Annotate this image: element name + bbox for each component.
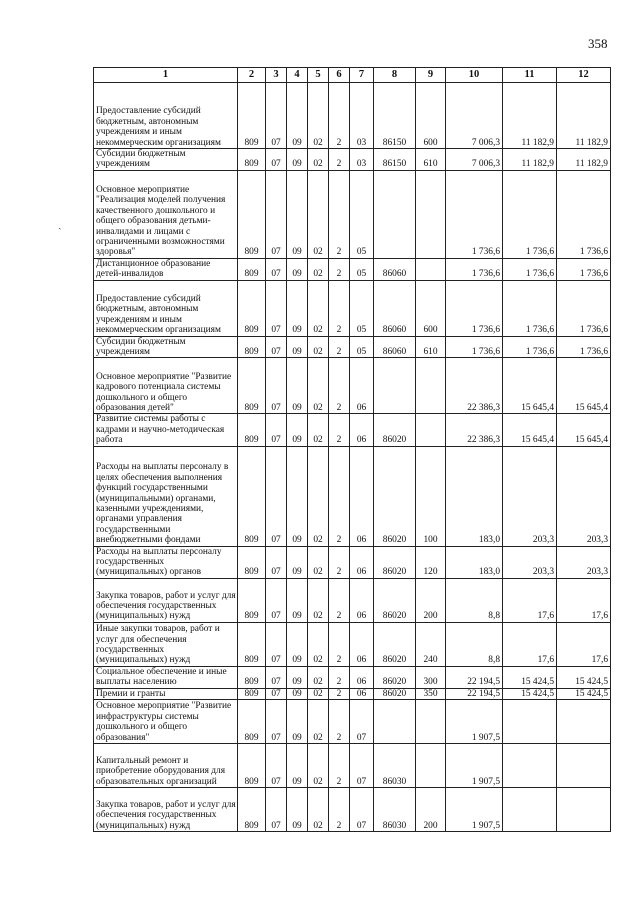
cell-code-section: 07 bbox=[266, 149, 287, 171]
cell-code-subprogram: 2 bbox=[329, 258, 350, 280]
cell-amount-year-3: 17,6 bbox=[557, 578, 611, 622]
table-row bbox=[94, 170, 611, 258]
column-header-3: 3 bbox=[266, 68, 287, 83]
cell-code-event: 06 bbox=[350, 546, 374, 578]
cell-code-program: 02 bbox=[308, 83, 329, 149]
cell-code-ministry: 809 bbox=[238, 83, 266, 149]
cell-code-subsection: 09 bbox=[287, 280, 308, 336]
cell-code-ministry: 809 bbox=[238, 336, 266, 358]
cell-code-ministry: 809 bbox=[238, 358, 266, 414]
cell-code-expense-type: 350 bbox=[416, 688, 446, 699]
cell-code-expense-type bbox=[416, 744, 446, 788]
cell-amount-year-1: 183,0 bbox=[446, 446, 503, 546]
cell-code-event: 07 bbox=[350, 744, 374, 788]
cell-name: Субсидии бюджетным учреждениям bbox=[94, 149, 238, 171]
cell-amount-year-2: 15 424,5 bbox=[503, 666, 557, 688]
cell-code-section: 07 bbox=[266, 700, 287, 744]
cell-code-ministry: 809 bbox=[238, 546, 266, 578]
column-header-10: 10 bbox=[446, 68, 503, 83]
cell-amount-year-2: 1 736,6 bbox=[503, 280, 557, 336]
cell-name: Капитальный ремонт и приобретение оборудования для образовательных организаций bbox=[94, 744, 238, 788]
cell-code-direction bbox=[374, 170, 416, 258]
cell-code-program: 02 bbox=[308, 688, 329, 699]
cell-name: Закупка товаров, работ и услуг для обеспечения государственных (муниципальных) нужд bbox=[94, 578, 238, 622]
table-row bbox=[94, 446, 611, 546]
cell-code-ministry: 809 bbox=[238, 149, 266, 171]
cell-code-subprogram: 2 bbox=[329, 358, 350, 414]
cell-code-subsection: 09 bbox=[287, 414, 308, 446]
cell-code-subprogram: 2 bbox=[329, 788, 350, 832]
cell-amount-year-3 bbox=[557, 744, 611, 788]
cell-amount-year-1: 1 907,5 bbox=[446, 788, 503, 832]
cell-code-subsection: 09 bbox=[287, 336, 308, 358]
cell-code-event: 03 bbox=[350, 83, 374, 149]
cell-amount-year-2: 203,3 bbox=[503, 546, 557, 578]
table-row bbox=[94, 149, 611, 171]
cell-code-section: 07 bbox=[266, 358, 287, 414]
cell-code-direction: 86020 bbox=[374, 578, 416, 622]
cell-name: Закупка товаров, работ и услуг для обеспечения государственных (муниципальных) нужд bbox=[94, 788, 238, 832]
cell-code-event: 06 bbox=[350, 358, 374, 414]
cell-code-ministry: 809 bbox=[238, 700, 266, 744]
cell-code-event: 06 bbox=[350, 666, 374, 688]
cell-code-subsection: 09 bbox=[287, 446, 308, 546]
cell-amount-year-2 bbox=[503, 700, 557, 744]
cell-code-expense-type bbox=[416, 258, 446, 280]
cell-code-section: 07 bbox=[266, 258, 287, 280]
cell-code-direction: 86150 bbox=[374, 149, 416, 171]
cell-code-subsection: 09 bbox=[287, 666, 308, 688]
cell-code-program: 02 bbox=[308, 744, 329, 788]
cell-code-subsection: 09 bbox=[287, 788, 308, 832]
cell-code-direction bbox=[374, 358, 416, 414]
cell-amount-year-3: 11 182,9 bbox=[557, 149, 611, 171]
cell-code-program: 02 bbox=[308, 622, 329, 666]
cell-code-direction: 86030 bbox=[374, 788, 416, 832]
cell-code-expense-type: 120 bbox=[416, 546, 446, 578]
cell-amount-year-2: 1 736,6 bbox=[503, 258, 557, 280]
cell-code-ministry: 809 bbox=[238, 414, 266, 446]
cell-amount-year-3: 203,3 bbox=[557, 546, 611, 578]
cell-code-program: 02 bbox=[308, 788, 329, 832]
cell-code-program: 02 bbox=[308, 666, 329, 688]
cell-code-direction: 86060 bbox=[374, 336, 416, 358]
cell-code-ministry: 809 bbox=[238, 258, 266, 280]
cell-amount-year-3: 15 424,5 bbox=[557, 688, 611, 699]
cell-amount-year-2: 17,6 bbox=[503, 622, 557, 666]
cell-code-event: 03 bbox=[350, 149, 374, 171]
cell-code-ministry: 809 bbox=[238, 446, 266, 546]
cell-code-expense-type: 300 bbox=[416, 666, 446, 688]
cell-amount-year-1: 22 386,3 bbox=[446, 358, 503, 414]
cell-amount-year-2: 1 736,6 bbox=[503, 170, 557, 258]
cell-code-expense-type: 600 bbox=[416, 280, 446, 336]
table-body bbox=[94, 83, 611, 832]
cell-code-subprogram: 2 bbox=[329, 700, 350, 744]
cell-amount-year-1: 22 194,5 bbox=[446, 666, 503, 688]
cell-code-program: 02 bbox=[308, 578, 329, 622]
cell-amount-year-2 bbox=[503, 788, 557, 832]
column-header-2: 2 bbox=[238, 68, 266, 83]
cell-code-subsection: 09 bbox=[287, 258, 308, 280]
cell-code-event: 07 bbox=[350, 700, 374, 744]
cell-code-section: 07 bbox=[266, 83, 287, 149]
cell-code-ministry: 809 bbox=[238, 744, 266, 788]
cell-code-section: 07 bbox=[266, 336, 287, 358]
cell-amount-year-3: 15 424,5 bbox=[557, 666, 611, 688]
table-row bbox=[94, 666, 611, 688]
cell-code-ministry: 809 bbox=[238, 666, 266, 688]
cell-code-subprogram: 2 bbox=[329, 744, 350, 788]
cell-code-event: 07 bbox=[350, 788, 374, 832]
cell-code-ministry: 809 bbox=[238, 578, 266, 622]
cell-code-direction: 86150 bbox=[374, 83, 416, 149]
cell-code-section: 07 bbox=[266, 170, 287, 258]
table-row bbox=[94, 700, 611, 744]
cell-code-expense-type: 200 bbox=[416, 578, 446, 622]
cell-code-event: 05 bbox=[350, 280, 374, 336]
column-header-4: 4 bbox=[287, 68, 308, 83]
cell-code-program: 02 bbox=[308, 700, 329, 744]
cell-code-direction: 86020 bbox=[374, 622, 416, 666]
cell-code-subsection: 09 bbox=[287, 688, 308, 699]
cell-name: Развитие системы работы с кадрами и научно-методическая работа bbox=[94, 414, 238, 446]
table-row bbox=[94, 688, 611, 699]
cell-code-subprogram: 2 bbox=[329, 688, 350, 699]
cell-amount-year-2: 1 736,6 bbox=[503, 336, 557, 358]
cell-amount-year-3: 203,3 bbox=[557, 446, 611, 546]
cell-code-direction bbox=[374, 700, 416, 744]
cell-amount-year-1: 1 907,5 bbox=[446, 700, 503, 744]
cell-amount-year-3: 15 645,4 bbox=[557, 414, 611, 446]
cell-name: Основное мероприятие "Развитие кадрового потенциала системы дошкольного и общего образования детей" bbox=[94, 358, 238, 414]
cell-code-ministry: 809 bbox=[238, 280, 266, 336]
table-row bbox=[94, 358, 611, 414]
cell-code-program: 02 bbox=[308, 149, 329, 171]
cell-code-subprogram: 2 bbox=[329, 149, 350, 171]
cell-amount-year-2: 17,6 bbox=[503, 578, 557, 622]
cell-code-direction: 86020 bbox=[374, 446, 416, 546]
cell-amount-year-3 bbox=[557, 700, 611, 744]
cell-amount-year-2 bbox=[503, 744, 557, 788]
cell-code-section: 07 bbox=[266, 788, 287, 832]
cell-name: Субсидии бюджетным учреждениям bbox=[94, 336, 238, 358]
cell-code-subprogram: 2 bbox=[329, 414, 350, 446]
cell-code-section: 07 bbox=[266, 446, 287, 546]
cell-code-section: 07 bbox=[266, 688, 287, 699]
cell-code-expense-type: 200 bbox=[416, 788, 446, 832]
table-row bbox=[94, 336, 611, 358]
cell-code-event: 05 bbox=[350, 258, 374, 280]
cell-code-event: 06 bbox=[350, 622, 374, 666]
cell-amount-year-1: 8,8 bbox=[446, 622, 503, 666]
cell-code-expense-type: 610 bbox=[416, 336, 446, 358]
scan-mark: ˎ bbox=[58, 218, 62, 230]
cell-amount-year-1: 1 736,6 bbox=[446, 258, 503, 280]
budget-table bbox=[93, 67, 611, 832]
cell-code-subprogram: 2 bbox=[329, 446, 350, 546]
cell-amount-year-2: 11 182,9 bbox=[503, 83, 557, 149]
cell-code-section: 07 bbox=[266, 414, 287, 446]
cell-code-program: 02 bbox=[308, 358, 329, 414]
cell-code-subsection: 09 bbox=[287, 170, 308, 258]
table-row bbox=[94, 83, 611, 149]
table-row bbox=[94, 744, 611, 788]
column-header-11: 11 bbox=[503, 68, 557, 83]
cell-name: Основное мероприятие "Реализация моделей получения качественного дошкольного и общего образования детьми-инвалидами и лицами с ограниченными возможностями здоровья" bbox=[94, 170, 238, 258]
cell-code-subprogram: 2 bbox=[329, 336, 350, 358]
cell-name: Предоставление субсидий бюджетным, автономным учреждениям и иным некоммерческим организациям bbox=[94, 83, 238, 149]
cell-code-program: 02 bbox=[308, 280, 329, 336]
cell-amount-year-2: 11 182,9 bbox=[503, 149, 557, 171]
cell-code-expense-type bbox=[416, 700, 446, 744]
cell-code-direction: 86020 bbox=[374, 688, 416, 699]
table-row bbox=[94, 622, 611, 666]
cell-name: Основное мероприятие "Развитие инфраструктуры системы дошкольного и общего образования" bbox=[94, 700, 238, 744]
column-header-9: 9 bbox=[416, 68, 446, 83]
cell-code-subprogram: 2 bbox=[329, 546, 350, 578]
column-header-5: 5 bbox=[308, 68, 329, 83]
cell-amount-year-1: 7 006,3 bbox=[446, 83, 503, 149]
table-row bbox=[94, 788, 611, 832]
cell-code-event: 06 bbox=[350, 446, 374, 546]
cell-code-program: 02 bbox=[308, 446, 329, 546]
cell-code-subprogram: 2 bbox=[329, 578, 350, 622]
cell-code-expense-type bbox=[416, 414, 446, 446]
cell-code-subsection: 09 bbox=[287, 546, 308, 578]
table-header-row bbox=[94, 68, 611, 83]
cell-code-program: 02 bbox=[308, 414, 329, 446]
cell-code-subsection: 09 bbox=[287, 700, 308, 744]
cell-code-subsection: 09 bbox=[287, 83, 308, 149]
cell-code-subsection: 09 bbox=[287, 578, 308, 622]
cell-amount-year-3: 1 736,6 bbox=[557, 336, 611, 358]
cell-amount-year-3: 17,6 bbox=[557, 622, 611, 666]
cell-code-ministry: 809 bbox=[238, 788, 266, 832]
column-header-12: 12 bbox=[557, 68, 611, 83]
cell-code-direction: 86020 bbox=[374, 414, 416, 446]
cell-code-program: 02 bbox=[308, 546, 329, 578]
cell-name: Расходы на выплаты персоналу в целях обеспечения выполнения функций государственными (муниципальными) органами, казенными учреждениями, органами управления государственными внебюджетными фондами bbox=[94, 446, 238, 546]
cell-amount-year-2: 15 424,5 bbox=[503, 688, 557, 699]
page-number: 358 bbox=[588, 36, 608, 51]
cell-code-subprogram: 2 bbox=[329, 170, 350, 258]
cell-code-subprogram: 2 bbox=[329, 622, 350, 666]
cell-code-direction: 86060 bbox=[374, 280, 416, 336]
column-header-7: 7 bbox=[350, 68, 374, 83]
cell-code-expense-type: 240 bbox=[416, 622, 446, 666]
cell-amount-year-3: 15 645,4 bbox=[557, 358, 611, 414]
column-header-1: 1 bbox=[94, 68, 238, 83]
cell-amount-year-3: 11 182,9 bbox=[557, 83, 611, 149]
cell-code-section: 07 bbox=[266, 546, 287, 578]
cell-amount-year-1: 7 006,3 bbox=[446, 149, 503, 171]
column-header-8: 8 bbox=[374, 68, 416, 83]
cell-code-program: 02 bbox=[308, 170, 329, 258]
cell-amount-year-1: 22 194,5 bbox=[446, 688, 503, 699]
cell-code-event: 05 bbox=[350, 336, 374, 358]
cell-code-direction: 86060 bbox=[374, 258, 416, 280]
table-row bbox=[94, 578, 611, 622]
cell-code-section: 07 bbox=[266, 666, 287, 688]
cell-amount-year-1: 1 736,6 bbox=[446, 280, 503, 336]
cell-code-expense-type bbox=[416, 170, 446, 258]
cell-name: Премии и гранты bbox=[94, 688, 238, 699]
table-row bbox=[94, 546, 611, 578]
cell-code-program: 02 bbox=[308, 258, 329, 280]
column-header-6: 6 bbox=[329, 68, 350, 83]
cell-code-expense-type: 610 bbox=[416, 149, 446, 171]
cell-name: Предоставление субсидий бюджетным, автономным учреждениям и иным некоммерческим организациям bbox=[94, 280, 238, 336]
cell-code-section: 07 bbox=[266, 622, 287, 666]
cell-code-section: 07 bbox=[266, 744, 287, 788]
cell-code-event: 06 bbox=[350, 414, 374, 446]
cell-code-expense-type: 600 bbox=[416, 83, 446, 149]
table-row bbox=[94, 280, 611, 336]
cell-code-subprogram: 2 bbox=[329, 666, 350, 688]
cell-code-ministry: 809 bbox=[238, 622, 266, 666]
table-row bbox=[94, 414, 611, 446]
cell-amount-year-3: 1 736,6 bbox=[557, 170, 611, 258]
cell-amount-year-2: 203,3 bbox=[503, 446, 557, 546]
cell-code-ministry: 809 bbox=[238, 170, 266, 258]
cell-code-event: 06 bbox=[350, 578, 374, 622]
cell-amount-year-1: 183,0 bbox=[446, 546, 503, 578]
cell-amount-year-3 bbox=[557, 788, 611, 832]
cell-code-ministry: 809 bbox=[238, 688, 266, 699]
cell-name: Иные закупки товаров, работ и услуг для обеспечения государственных (муниципальных) нужд bbox=[94, 622, 238, 666]
cell-code-subsection: 09 bbox=[287, 149, 308, 171]
cell-name: Расходы на выплаты персоналу государственных (муниципальных) органов bbox=[94, 546, 238, 578]
cell-amount-year-1: 8,8 bbox=[446, 578, 503, 622]
cell-code-program: 02 bbox=[308, 336, 329, 358]
cell-code-section: 07 bbox=[266, 280, 287, 336]
cell-amount-year-3: 1 736,6 bbox=[557, 258, 611, 280]
cell-code-event: 05 bbox=[350, 170, 374, 258]
cell-name: Дистанционное образование детей-инвалидов bbox=[94, 258, 238, 280]
cell-amount-year-2: 15 645,4 bbox=[503, 358, 557, 414]
cell-amount-year-2: 15 645,4 bbox=[503, 414, 557, 446]
cell-code-direction: 86020 bbox=[374, 666, 416, 688]
cell-amount-year-3: 1 736,6 bbox=[557, 280, 611, 336]
cell-amount-year-1: 1 736,6 bbox=[446, 170, 503, 258]
cell-code-subsection: 09 bbox=[287, 358, 308, 414]
cell-code-event: 06 bbox=[350, 688, 374, 699]
cell-amount-year-1: 1 907,5 bbox=[446, 744, 503, 788]
cell-code-expense-type: 100 bbox=[416, 446, 446, 546]
cell-name: Социальное обеспечение и иные выплаты населению bbox=[94, 666, 238, 688]
cell-code-subsection: 09 bbox=[287, 622, 308, 666]
cell-code-subprogram: 2 bbox=[329, 83, 350, 149]
cell-code-subprogram: 2 bbox=[329, 280, 350, 336]
cell-code-direction: 86030 bbox=[374, 744, 416, 788]
cell-code-section: 07 bbox=[266, 578, 287, 622]
cell-amount-year-1: 22 386,3 bbox=[446, 414, 503, 446]
cell-amount-year-1: 1 736,6 bbox=[446, 336, 503, 358]
cell-code-direction: 86020 bbox=[374, 546, 416, 578]
cell-code-subsection: 09 bbox=[287, 744, 308, 788]
cell-code-expense-type bbox=[416, 358, 446, 414]
table-row bbox=[94, 258, 611, 280]
